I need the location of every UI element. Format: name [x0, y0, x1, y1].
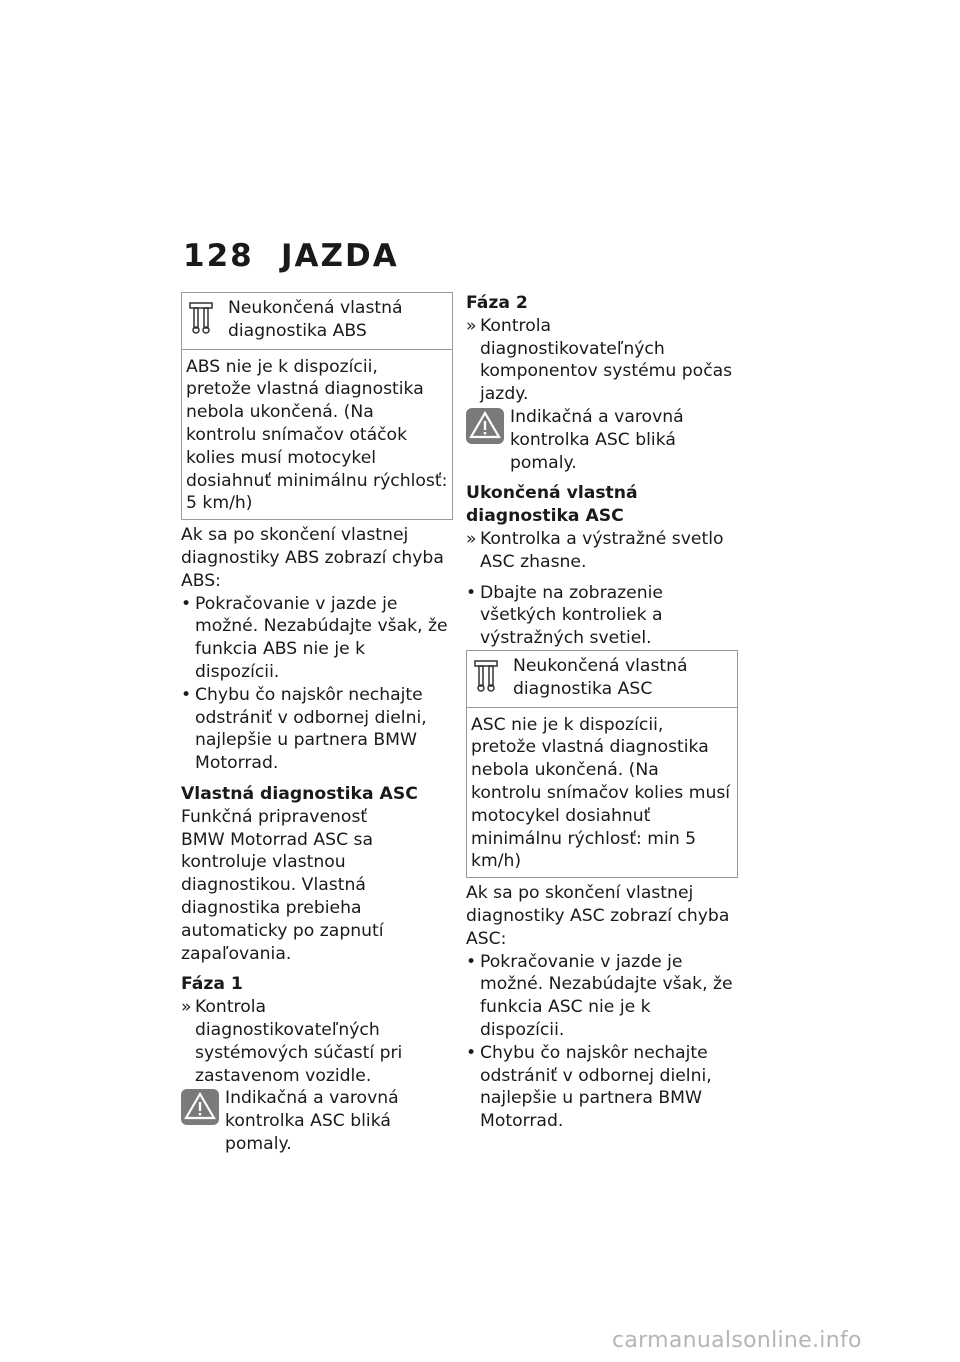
abs-box-title: Neukončená vlastná diagnostika ABS [228, 298, 403, 341]
phase2-warning-row [466, 406, 738, 474]
step-marker: » [466, 528, 477, 549]
bullet-marker: • [181, 684, 192, 705]
warning-lamp-icon [181, 1087, 225, 1155]
right-column [466, 292, 738, 1133]
asc-bullet-2: Chybu čo najskôr nechajte odstrániť v odbornej dielni, najlepšie u partnera BMW Motorrad. [480, 1042, 712, 1132]
left-column [181, 292, 453, 1156]
list-item [181, 996, 453, 1087]
bullet-marker: • [181, 593, 192, 614]
phase1-warning-row [181, 1087, 453, 1155]
abs-bullet-2: Chybu čo najskôr nechajte odstrániť v odbornej dielni, najlepšie u partnera BMW Motorrad. [195, 684, 427, 774]
abs-bullet-1: Pokračovanie v jazde je možné. Nezabúdajte však, že funkcia ABS nie je k dispozícii. [195, 593, 448, 682]
done-heading: Ukončená vlastná diagnostika ASC [466, 483, 638, 527]
asc-text: BMW Motorrad ASC sa kontroluje vlastnou diagnostikou. Vlastná diagnostika prebieha automaticky po zapnutí zapaľovania. [181, 829, 384, 964]
step-marker: » [466, 315, 477, 336]
asc-heading: Vlastná diagnostika ASC [181, 783, 418, 804]
warning-lamp-icon [466, 406, 510, 474]
list-item [466, 582, 738, 650]
page-number: 128 [183, 238, 254, 274]
bullet-marker: • [466, 1042, 477, 1063]
diagnostic-tool-icon [188, 297, 228, 343]
list-item [466, 315, 738, 406]
watermark: carmanualsonline.info [612, 1328, 862, 1353]
abs-error-intro: Ak sa po skončení vlastnej diagnostiky ABS zobrazí chyba ABS: [181, 525, 444, 591]
page-title: JAZDA [281, 238, 399, 274]
phase1-warning-text: Indikačná a varovná kontrolka ASC bliká pomaly. [225, 1088, 399, 1154]
abs-box-body: ABS nie je k dispozícii, pretože vlastná diagnostika nebola ukončená. (Na kontrolu snímačov otáčok kolies musí motocykel dosiahnuť minimálnu rýchlosť: 5 km/h) [186, 356, 448, 514]
list-item [466, 951, 738, 1042]
done-step: Kontrolka a výstražné svetlo ASC zhasne. [480, 528, 724, 572]
asc-bullet-1: Pokračovanie v jazde je možné. Nezabúdajte však, že funkcia ASC nie je k dispozícii. [480, 951, 733, 1040]
bullet-marker: • [466, 951, 477, 972]
phase1-heading: Fáza 1 [181, 974, 243, 995]
list-item [181, 593, 453, 684]
done-bullet: Dbajte na zobrazenie všetkých kontroliek a výstražných svetiel. [480, 582, 664, 649]
asc-box-header [467, 651, 737, 708]
phase2-step: Kontrola diagnostikovateľných komponentov systému počas jazdy. [480, 315, 733, 405]
abs-box-header [182, 293, 452, 350]
asc-diagnostic-box [466, 650, 738, 878]
list-item [466, 1042, 738, 1133]
bullet-marker: • [466, 582, 477, 603]
asc-box-title: Neukončená vlastná diagnostika ASC [513, 655, 688, 699]
abs-diagnostic-box [181, 292, 453, 520]
list-item [466, 528, 738, 574]
phase2-heading: Fáza 2 [466, 293, 528, 313]
page-header [183, 238, 399, 274]
phase2-warning-text: Indikačná a varovná kontrolka ASC bliká pomaly. [510, 406, 684, 473]
phase1-step: Kontrola diagnostikovateľných systémových súčastí pri zastavenom vozidle. [195, 997, 403, 1086]
step-marker: » [181, 997, 192, 1018]
asc-box-body: ASC nie je k dispozícii, pretože vlastná diagnostika nebola ukončená. (Na kontrolu snímačov kolies musí motocykel dosiahnuť minimálnu rýchlosť: min 5 km/h) [471, 714, 731, 872]
asc-error-intro: Ak sa po skončení vlastnej diagnostiky ASC zobrazí chyba ASC: [466, 883, 730, 949]
diagnostic-tool-icon [473, 655, 513, 701]
list-item [181, 684, 453, 775]
asc-subheading: Funkčná pripravenosť [181, 806, 368, 827]
